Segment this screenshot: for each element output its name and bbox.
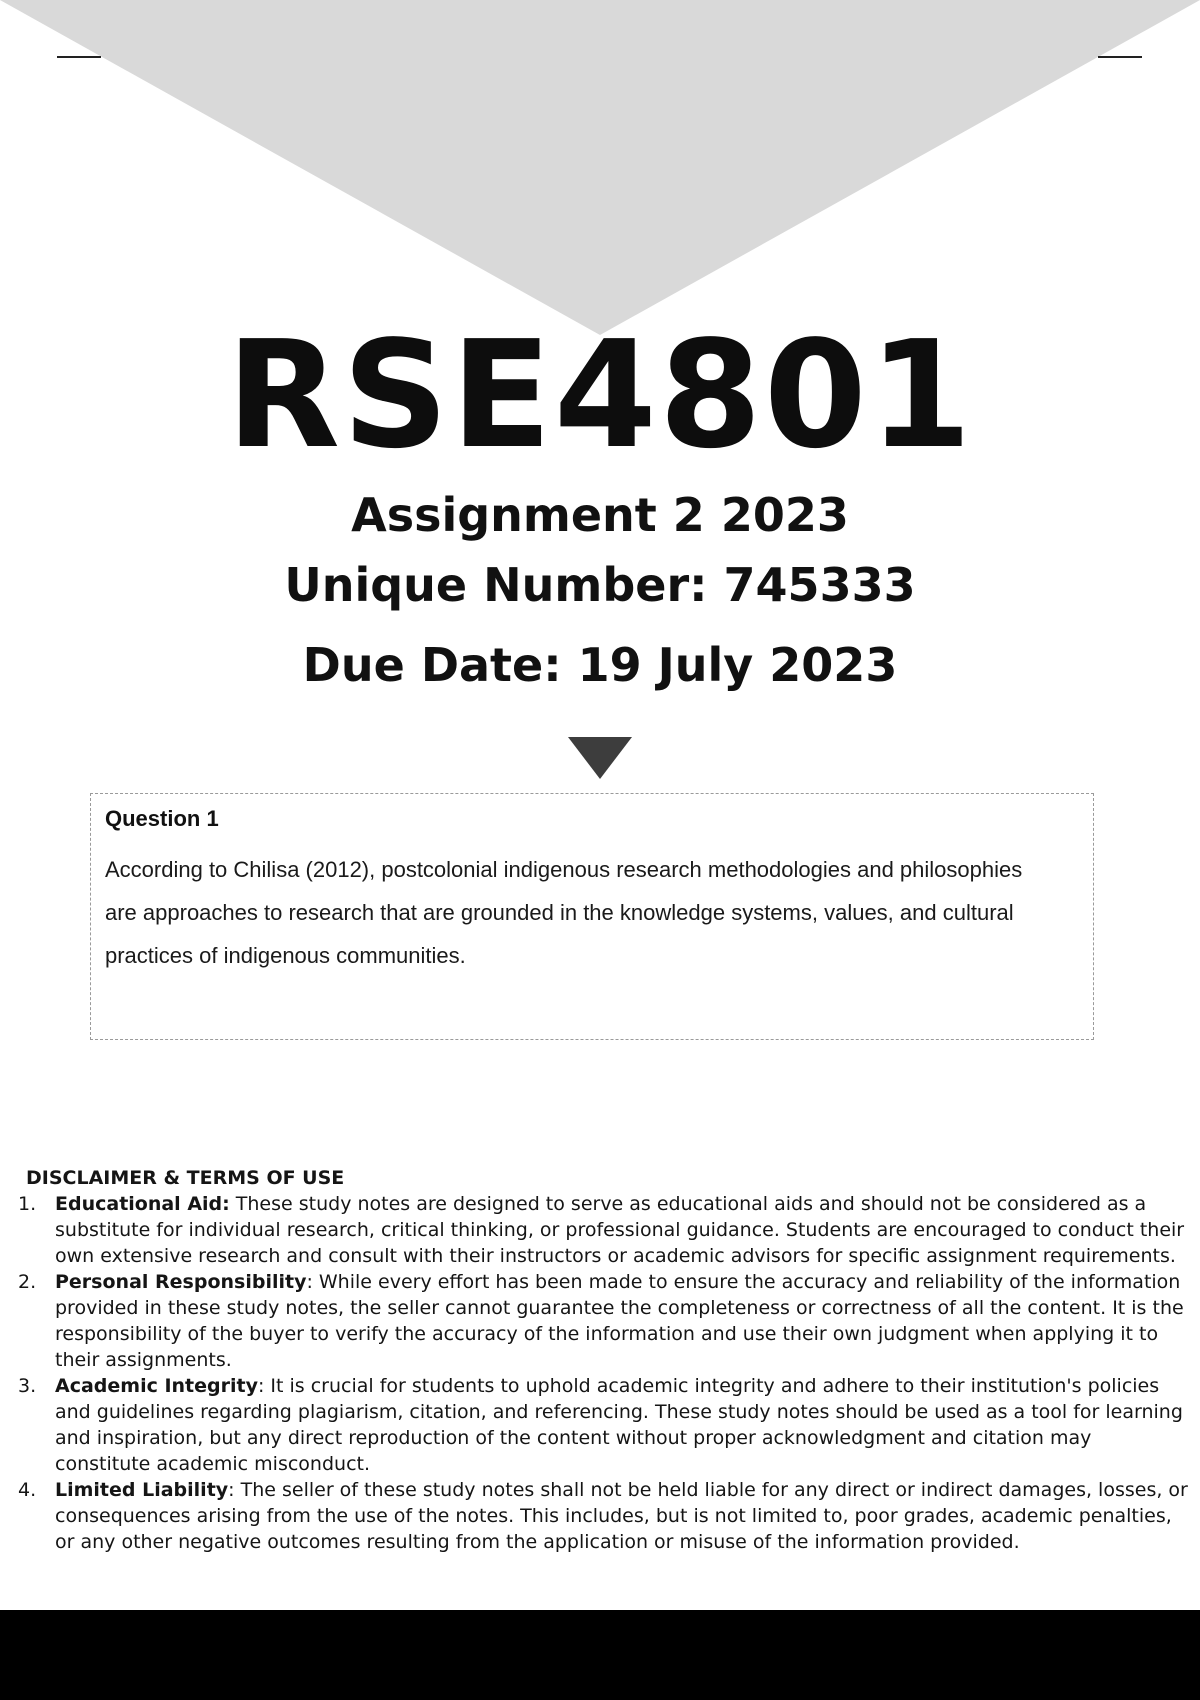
header-chevron-shape xyxy=(0,0,1200,340)
question-box xyxy=(90,793,1094,1040)
disclaimer-text: : The seller of these study notes shall not be held liable for any direct or indirect damages, losses, or consequences arising from the use of the notes. This includes, but is not limited to, poor grades, academic penalties, or any other negative outcomes resulting from the application or misuse of the information provided. xyxy=(55,1479,1188,1553)
disclaimer-item-educational-aid xyxy=(18,1191,1188,1269)
question-body: According to Chilisa (2012), postcolonial indigenous research methodologies and philosophies are approaches to research that are grounded in the knowledge systems, values, and cultural practices of indigenous communities. xyxy=(105,857,1023,968)
disclaimer-term: Academic Integrity xyxy=(55,1375,258,1397)
disclaimer-item-limited-liability xyxy=(18,1477,1188,1555)
assignment-label: Assignment 2 2023 xyxy=(351,488,849,542)
list-number: 1. xyxy=(18,1193,37,1215)
disclaimer-list xyxy=(18,1191,1188,1555)
disclaimer-text: These study notes are designed to serve as educational aids and should not be considered as a substitute for individual research, critical thinking, or professional guidance. Students are encouraged to conduct their own extensive research and consult with their instructors or academic advisors for specific assignment requirements. xyxy=(55,1193,1185,1267)
corner-rule-right xyxy=(1098,56,1142,58)
disclaimer-text: : While every effort has been made to ensure the accuracy and reliability of the information provided in these study notes, the seller cannot guarantee the completeness or correctness of all the content. It is the responsibility of the buyer to verify the accuracy of the information and use their own judgment when applying it to their assignments. xyxy=(55,1271,1184,1371)
disclaimer-section xyxy=(18,1165,1188,1555)
list-number: 2. xyxy=(18,1271,37,1293)
course-code-title: RSE4801 xyxy=(226,309,974,481)
disclaimer-text: : It is crucial for students to uphold academic integrity and adhere to their institution's policies and guidelines regarding plagiarism, citation, and referencing. These study notes should be used as a tool for learning and inspiration, but any direct reproduction of the content without proper acknowledgment and citation may constitute academic misconduct. xyxy=(55,1375,1183,1475)
footer-bar xyxy=(0,1610,1200,1700)
due-date-label: Due Date: 19 July 2023 xyxy=(302,638,898,692)
disclaimer-term: Personal Responsibility xyxy=(55,1271,307,1293)
unique-number-label: Unique Number: 745333 xyxy=(284,558,916,612)
triangle-down-icon xyxy=(568,737,632,779)
list-number: 4. xyxy=(18,1479,37,1501)
list-number: 3. xyxy=(18,1375,37,1397)
corner-rule-left xyxy=(57,56,101,58)
disclaimer-term: Educational Aid: xyxy=(55,1193,230,1215)
disclaimer-item-academic-integrity xyxy=(18,1373,1188,1477)
disclaimer-heading: DISCLAIMER & TERMS OF USE xyxy=(26,1167,345,1189)
disclaimer-item-personal-responsibility xyxy=(18,1269,1188,1373)
question-title: Question 1 xyxy=(105,806,219,831)
disclaimer-term: Limited Liability xyxy=(55,1479,229,1501)
